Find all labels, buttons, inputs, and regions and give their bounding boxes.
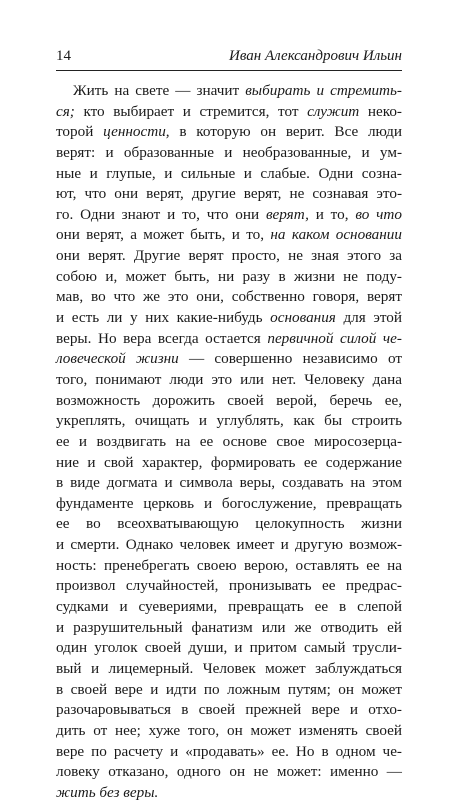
text-run: верят: и образованные и необразованные, и ум- (56, 143, 402, 161)
text-run: неко- (359, 102, 402, 120)
text-line (56, 143, 402, 164)
page-number: 14 (56, 48, 71, 64)
text-line (56, 205, 402, 226)
italic-text: основания (270, 309, 336, 327)
text-run: возможность дорожить своей верой, беречь ее, (56, 391, 402, 409)
text-run: ют, что они верят, другие верят, не сознавая это- (56, 185, 402, 203)
text-line (56, 370, 402, 391)
text-run: произвол случайностей, пронизывать ее предрас- (56, 577, 402, 595)
italic-text: ловеческой жизни (56, 350, 179, 368)
text-run: мав, во что же это они, собственно говоря, верят (56, 288, 402, 306)
running-title: Иван Александрович Ильин (229, 48, 402, 64)
italic-text: выбирать и стремить- (245, 82, 402, 99)
text-line (56, 494, 402, 515)
text-run: разочаровываться в своей прежней вере и отхо- (56, 701, 402, 719)
text-line (56, 349, 402, 370)
text-line (56, 329, 402, 350)
text-run: один уголок своей души, и притом самый трусли- (56, 639, 402, 657)
text-run: Жить на свете — значит (73, 82, 246, 99)
text-run: торой (56, 123, 104, 141)
italic-text: служит (307, 102, 360, 120)
body-paragraph (56, 81, 402, 803)
text-line (56, 246, 402, 267)
text-line (56, 308, 402, 329)
text-line (56, 659, 402, 680)
text-line (56, 535, 402, 556)
text-run: ее и воздвигать на ее основе свое миросозерца- (56, 432, 402, 450)
italic-text: ценности, (103, 123, 170, 141)
text-line (56, 680, 402, 701)
text-run: ние и свой характер, формировать ее содержание (56, 453, 402, 471)
text-run: го. Одни знают и то, что они (56, 205, 266, 223)
text-run: укреплять, очищать и углублять, как бы строить (56, 412, 402, 430)
text-line (56, 411, 402, 432)
text-run: и смерти. Однако человек имеет и другую возмож- (56, 536, 402, 554)
text-run: — совершенно независимо от (178, 350, 402, 368)
text-line (56, 287, 402, 308)
text-line (56, 391, 402, 412)
text-run: в своей вере и идти по ложным путям; он может (56, 680, 402, 698)
text-line (56, 225, 402, 246)
text-run: вый и лицемерный. Человек может заблуждаться (56, 659, 402, 677)
italic-text: на каком основании (270, 226, 402, 244)
italic-text: верят, (265, 205, 309, 223)
text-run: ее во всеохватывающую целокупность жизни (56, 515, 402, 533)
text-line (56, 618, 402, 639)
text-run: судками и суевериями, превращать ее в слепой (56, 598, 402, 616)
text-run: для этой (335, 309, 403, 327)
text-run: они верят, а может быть, и то, (56, 226, 271, 244)
text-run: веры. Но вера всегда остается (56, 329, 268, 347)
text-line (56, 432, 402, 453)
text-line (56, 102, 402, 123)
text-line (56, 721, 402, 742)
text-line (56, 783, 402, 803)
italic-text: во что (355, 205, 402, 223)
text-run: вере по расчету и «продавать» ее. Но в одном че- (56, 742, 402, 760)
text-run: дить от нее; хуже того, он может изменять своей (56, 721, 402, 739)
text-run: ные и глупые, и сильные и слабые. Одни созна- (56, 164, 402, 182)
text-run: в виде догмата и символа веры, создавать на этом (56, 474, 402, 492)
text-run: ловеку отказано, одного он не может: именно — (56, 763, 402, 781)
text-run: того, понимают люди это или нет. Человеку дана (56, 370, 402, 388)
text-run: собою и, может быть, ни разу в жизни не поду- (56, 267, 402, 285)
text-run: и то, (308, 205, 356, 223)
text-run: и есть ли у них какие-нибудь (56, 309, 271, 327)
text-line (56, 556, 402, 577)
italic-text: первичной силой че- (267, 329, 402, 347)
text-run: кто выбирает и стремится, тот (74, 102, 308, 120)
italic-text: жить без веры. (56, 783, 159, 801)
text-run: фундаменте церковь и богослужение, превращать (56, 494, 402, 512)
text-run: в которую он верит. Все люди (169, 123, 402, 141)
running-header (56, 46, 402, 66)
text-line (56, 473, 402, 494)
italic-text: ся; (56, 102, 75, 120)
text-line (56, 638, 402, 659)
text-run: ность: пренебрегать своею верою, оставлять ее на (56, 556, 402, 574)
text-line (56, 576, 402, 597)
text-line (56, 597, 402, 618)
text-line (56, 742, 402, 763)
text-line (56, 514, 402, 535)
text-line (56, 184, 402, 205)
text-line (56, 122, 402, 143)
text-line (56, 762, 402, 783)
text-line (56, 164, 402, 185)
text-line (56, 453, 402, 474)
text-line (56, 267, 402, 288)
text-run: они верят. Другие верят просто, не зная этого за (56, 247, 402, 265)
text-line (56, 700, 402, 721)
text-line (56, 81, 402, 102)
header-rule (56, 70, 402, 71)
text-run: и разрушительный фанатизм или же отводить ей (56, 618, 402, 636)
